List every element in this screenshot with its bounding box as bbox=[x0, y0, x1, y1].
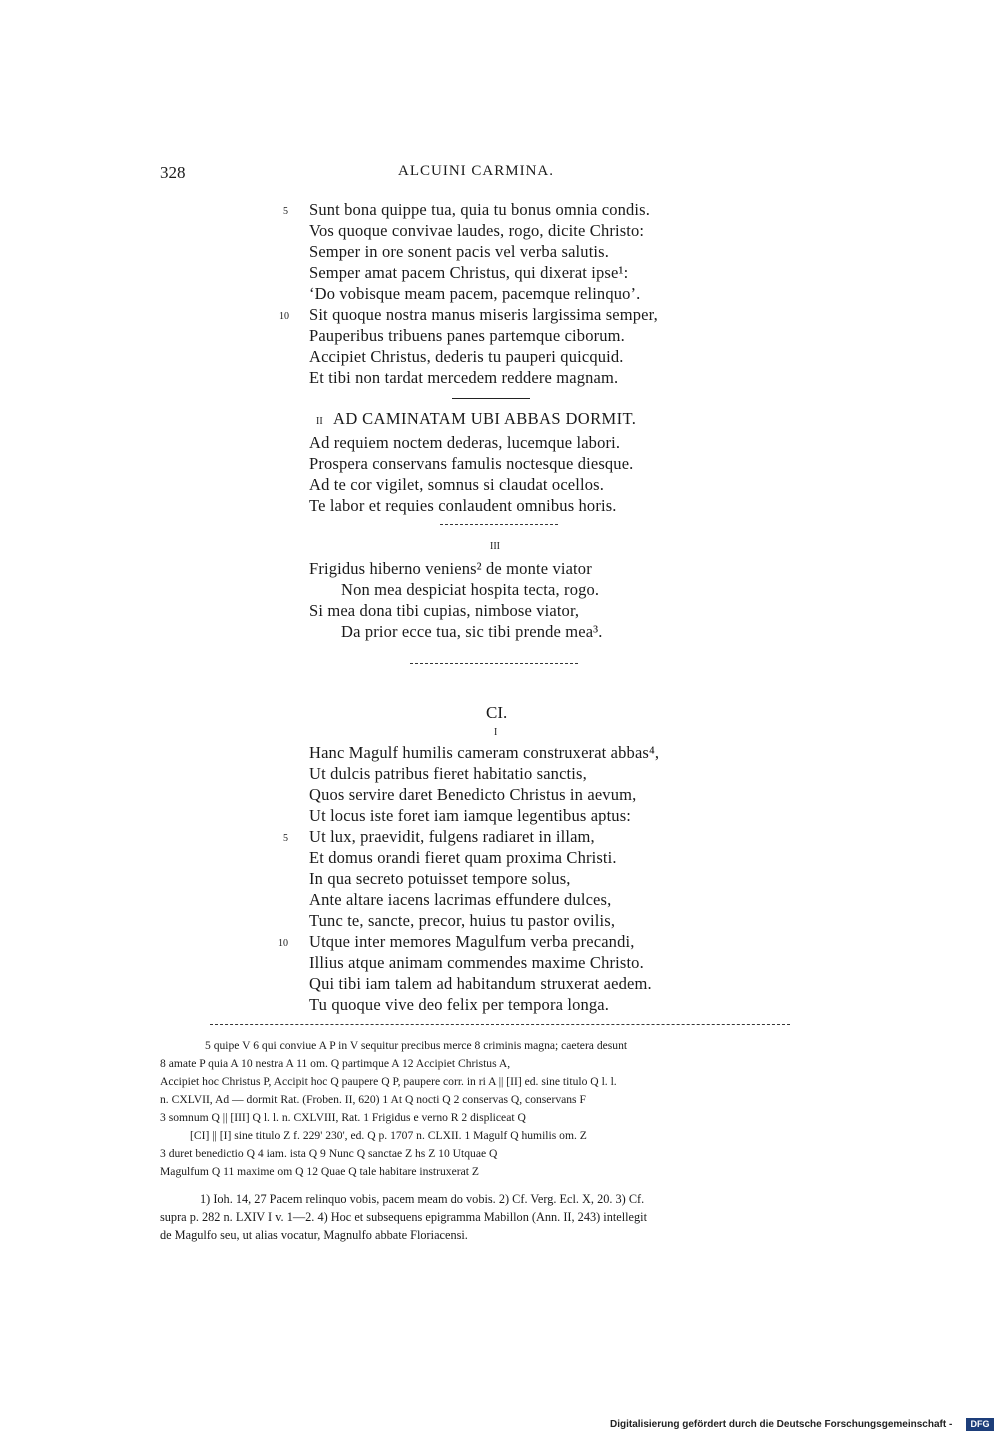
verse-line: Non mea despiciat hospita tecta, rogo. bbox=[341, 580, 600, 599]
verse-line: Ad te cor vigilet, somnus si claudat ocellos. bbox=[309, 475, 604, 494]
verse-line: Et domus orandi fieret quam proxima Christi. bbox=[309, 848, 617, 867]
verse-line: Ut locus iste foret iam iamque legentibus aptus: bbox=[309, 806, 632, 825]
verse-line: In qua secreto potuisset tempore solus, bbox=[309, 869, 571, 888]
verse-line: Te labor et requies conlaudent omnibus horis. bbox=[309, 496, 617, 515]
dfg-logo: DFG bbox=[966, 1418, 994, 1431]
apparatus-line: 5 quipe V 6 qui conviue A P in V sequitur precibus merce 8 criminis magna; caetera desunt bbox=[205, 1039, 628, 1052]
footnote-line: de Magulfo seu, ut alias vocatur, Magnulfo abbate Floriacensi. bbox=[160, 1228, 468, 1242]
apparatus-line: 8 amate P quia A 10 nestra A 11 om. Q partimque A 12 Accipiet Christus A, bbox=[160, 1057, 511, 1070]
verse-line: Et tibi non tardat mercedem reddere magnam. bbox=[309, 368, 619, 387]
apparatus-line: Magulfum Q 11 maxime om Q 12 Quae Q tale habitare instruxerat Z bbox=[160, 1165, 479, 1178]
verse-line: Ut dulcis patribus fieret habitatio sanctis, bbox=[309, 764, 587, 783]
verse-line: Pauperibus tribuens panes partemque ciborum. bbox=[309, 326, 625, 345]
verse-line: Tu quoque vive deo felix per tempora longa. bbox=[309, 995, 610, 1014]
verse-line: Semper amat pacem Christus, qui dixerat ipse¹: bbox=[309, 263, 629, 282]
verse-line: Tunc te, sancte, precor, huius tu pastor ovilis, bbox=[309, 911, 616, 930]
verse-line: Quos servire daret Benedicto Christus in aevum, bbox=[309, 785, 637, 804]
verse-line: Sunt bona quippe tua, quia tu bonus omnia condis. bbox=[309, 200, 650, 219]
verse-line: Illius atque animam commendes maxime Christo. bbox=[309, 953, 644, 972]
section-number: III bbox=[490, 541, 500, 552]
apparatus-divider bbox=[210, 1024, 790, 1025]
section-divider bbox=[452, 398, 530, 399]
section-divider bbox=[440, 524, 558, 525]
line-number: 5 bbox=[283, 206, 288, 217]
carmen-number: CI. bbox=[486, 703, 508, 722]
verse-line: Prospera conservans famulis noctesque diesque. bbox=[309, 454, 634, 473]
line-number: 10 bbox=[279, 311, 289, 322]
apparatus-line: [CI] || [I] sine titulo Z f. 229' 230', ed. Q p. 1707 n. CLXII. 1 Magulf Q humilis om. Z bbox=[190, 1129, 587, 1142]
verse-line: ‘Do vobisque meam pacem, pacemque relinquo’. bbox=[309, 284, 641, 303]
verse-line: Ut lux, praevidit, fulgens radiaret in illam, bbox=[309, 827, 595, 846]
footnote-line: 1) Ioh. 14, 27 Pacem relinquo vobis, pacem meam do vobis. 2) Cf. Verg. Ecl. X, 20. 3) Cf. bbox=[200, 1192, 645, 1206]
verse-line: Accipiet Christus, dederis tu pauperi quicquid. bbox=[309, 347, 624, 366]
verse-line: Frigidus hiberno veniens² de monte viator bbox=[309, 559, 592, 578]
line-number: 10 bbox=[278, 938, 288, 949]
verse-line: Ad requiem noctem dederas, lucemque labori. bbox=[309, 433, 621, 452]
section-number: I bbox=[494, 727, 498, 738]
verse-line: Hanc Magulf humilis cameram construxerat abbas⁴, bbox=[309, 743, 660, 762]
apparatus-line: 3 somnum Q || [III] Q l. l. n. CXLVIII, Rat. 1 Frigidus e verno R 2 displiceat Q bbox=[160, 1111, 526, 1124]
section-number: II bbox=[316, 416, 323, 427]
verse-line: Semper in ore sonent pacis vel verba salutis. bbox=[309, 242, 610, 261]
verse-line: Vos quoque convivae laudes, rogo, dicite Christo: bbox=[309, 221, 645, 240]
apparatus-line: 3 duret benedictio Q 4 iam. ista Q 9 Nunc Q sanctae Z hs Z 10 Utquae Q bbox=[160, 1147, 498, 1160]
page-number: 328 bbox=[160, 163, 186, 182]
digitization-credit: Digitalisierung gefördert durch die Deutsche Forschungsgemeinschaft - bbox=[610, 1419, 953, 1430]
footnote-line: supra p. 282 n. LXIV I v. 1—2. 4) Hoc et subsequens epigramma Mabillon (Ann. II, 243) intellegit bbox=[160, 1210, 647, 1224]
verse-line: Utque inter memores Magulfum verba precandi, bbox=[309, 932, 635, 951]
running-title: ALCUINI CARMINA. bbox=[398, 163, 554, 179]
section-divider bbox=[410, 663, 578, 664]
verse-line: Si mea dona tibi cupias, nimbose viator, bbox=[309, 601, 580, 620]
verse-line: Da prior ecce tua, sic tibi prende mea³. bbox=[341, 622, 603, 641]
verse-line: Qui tibi iam talem ad habitandum struxerat aedem. bbox=[309, 974, 652, 993]
section-title: AD CAMINATAM UBI ABBAS DORMIT. bbox=[333, 409, 637, 428]
verse-line: Ante altare iacens lacrimas effundere dulces, bbox=[309, 890, 612, 909]
apparatus-line: Accipiet hoc Christus P, Accipit hoc Q paupere Q P, paupere corr. in ri A || [II] ed. sine titulo Q l. l. bbox=[160, 1075, 617, 1088]
line-number: 5 bbox=[283, 833, 288, 844]
apparatus-line: n. CXLVII, Ad — dormit Rat. (Froben. II, 620) 1 At Q nocti Q 2 conservas Q, conservans F bbox=[160, 1093, 586, 1106]
verse-line: Sit quoque nostra manus miseris largissima semper, bbox=[309, 305, 658, 324]
